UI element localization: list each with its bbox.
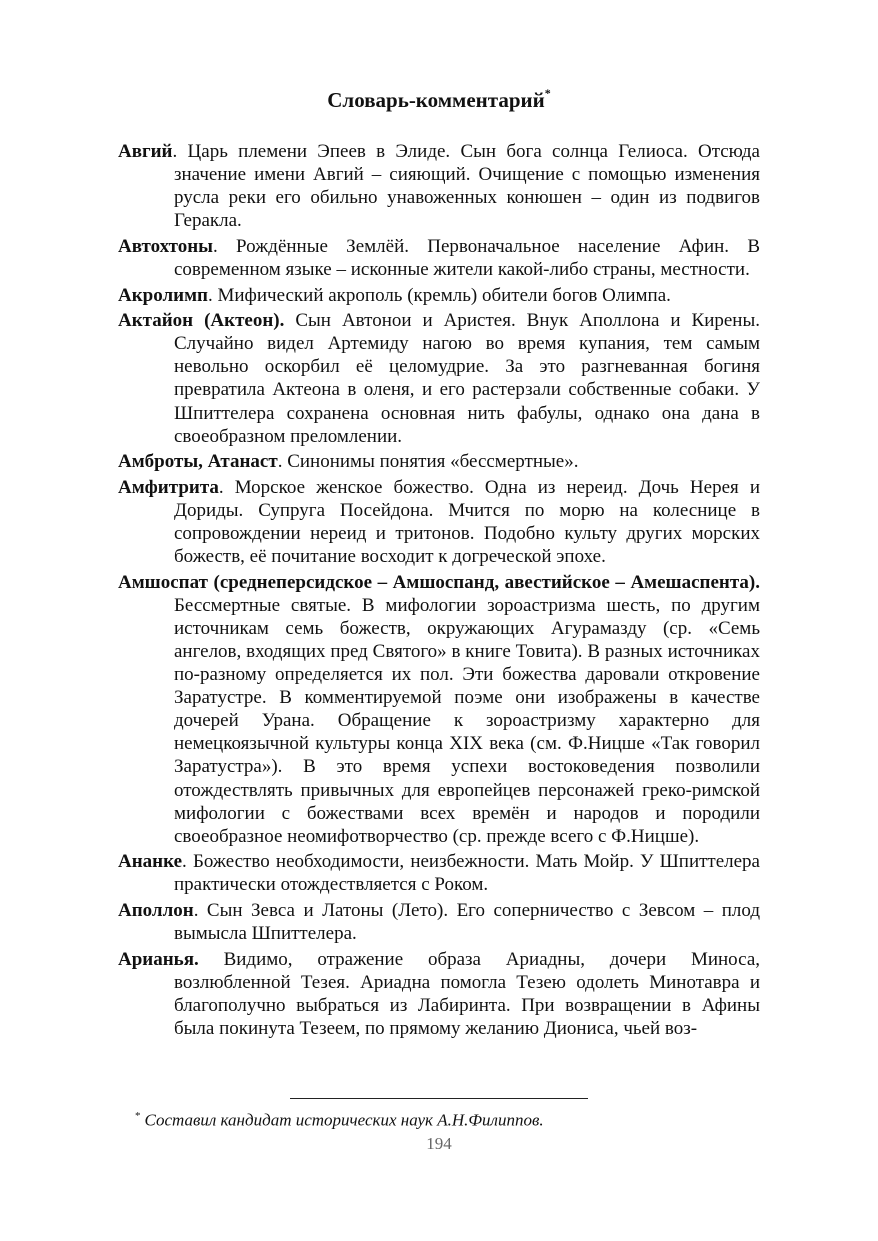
entry-aktayon: [118, 309, 760, 448]
entry-text: . Мифический акрополь (кремль) обители богов Олимпа.: [207, 284, 671, 306]
entry-term: Ананке: [118, 851, 183, 873]
entry-term: Авгий: [118, 141, 173, 162]
entry-term: Амброты, Атанаст: [118, 451, 278, 473]
page-number: 194: [426, 1134, 452, 1153]
entry-text: Сын Автонои и Аристея. Внук Аполлона и Кирены. Случайно видел Артемиду нагою во время купания, тем самым невольно оскорбил её целомудрие. За это разгневанная богиня превратила Актеона в оленя, и его растерзали собственные собаки. У Шпиттелера сохранена основная нить фабулы, однако она дана в своеобразном преломлении.: [174, 310, 760, 447]
footnote-divider: [290, 1098, 588, 1099]
entry-ambroty: [118, 450, 760, 473]
entry-apollon: [118, 899, 760, 945]
entry-ananke: [118, 850, 760, 896]
entry-arianya: [118, 948, 760, 1040]
footnote: [135, 1110, 544, 1131]
entry-text: . Царь племени Эпеев в Элиде. Сын бога солнца Гелиоса. Отсюда значение имени Авгий – сияющий. Очищение с помощью изменения русла реки его обильно унавоженных конюшен – один из подвигов Геракла.: [172, 141, 760, 232]
entry-term: Амшоспат (среднеперсидское – Амшоспанд, авестийское – Амешаспента).: [118, 571, 760, 593]
entry-term: Актайон (Актеон).: [118, 310, 285, 332]
entry-text: Бессмертные святые. В мифологии зороастризма шесть, по другим источникам семь божеств, окружающих Агурамазду (ср. «Семь ангелов, входящих пред Святого» в книге Товита). В разных источниках по-разному определяется их пол. Эти божества даровали откровение Заратустре. В комментируемой поэме они изображены в качестве дочерей Урана. Обращение к зороастризму характерно для немецкоязычной культуры конца XIX века (см. Ф.Ницше «Так говорил Заратустра»). В это время успехи востоковедения позволили отождествлять привычных для европейцев персонажей греко-римской мифологии с божествами всех времён и народов и породили своеобразное неомифотворчество (ср. прежде всего с Ф.Ницше).: [174, 594, 760, 847]
entry-text: Видимо, отражение образа Ариадны, дочери Миноса, возлюбленной Тезея. Ариадна помогла Тезею одолеть Минотавра и благополучно выбраться из Лабиринта. При возвращении в Афины была покинута Тезеем, по прямому желанию Диониса, чьей воз-: [174, 948, 760, 1039]
entry-term: Арианья.: [118, 948, 199, 970]
entry-text: . Рождённые Землёй. Первоначальное население Афин. В современном языке – исконные жители какой-либо страны, местности.: [174, 235, 760, 280]
entry-text: . Синонимы понятия «бессмертные».: [277, 451, 579, 473]
entry-term: Акролимп: [118, 284, 208, 306]
entry-amfitrita: [118, 476, 760, 568]
entry-text: . Сын Зевса и Латоны (Лето). Его соперничество с Зевсом – плод вымысла Шпиттелера.: [174, 900, 760, 945]
title-text: Словарь-комментарий: [327, 88, 545, 112]
entry-term: Автохтоны: [118, 235, 214, 257]
title-footnote-mark: *: [544, 86, 551, 100]
footnote-text: Составил кандидат исторических наук А.Н.Филиппов.: [144, 1110, 544, 1130]
entry-amshospat: [118, 571, 760, 848]
entry-akrolimp: [118, 284, 760, 307]
page-title: [0, 88, 878, 113]
footnote-mark: *: [135, 1110, 141, 1122]
entry-avgiy: [118, 140, 760, 232]
entry-text: . Морское женское божество. Одна из нереид. Дочь Нерея и Дориды. Супруга Посейдона. Мчится по морю на колеснице в сопровождении нереид и тритонов. Подобно культу других морских божеств, её почитание восходит к догреческой эпохе.: [174, 476, 760, 568]
entry-term: Амфитрита: [118, 476, 219, 498]
dictionary-entries: [118, 140, 760, 1043]
entry-term: Аполлон: [118, 900, 194, 921]
entry-avtokhtony: [118, 235, 760, 281]
entry-text: . Божество необходимости, неизбежности. Мать Мойр. У Шпиттелера практически отождествляется с Роком.: [174, 851, 760, 896]
